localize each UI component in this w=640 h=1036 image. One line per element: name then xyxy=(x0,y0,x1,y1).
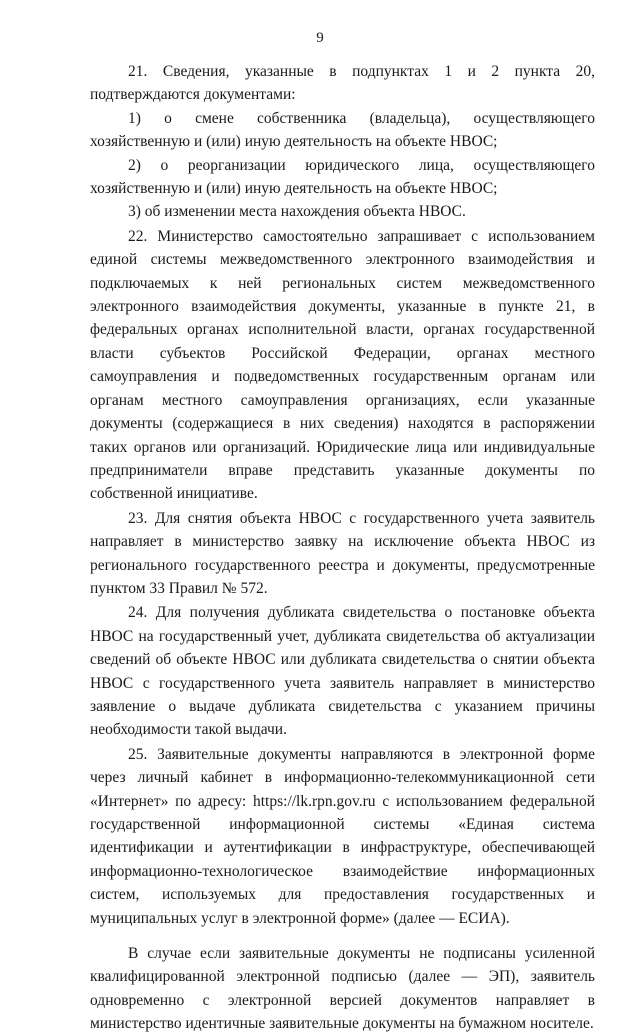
paragraph-21-item-1: 1) о смене собственника (владельца), осуществляющего хозяйственную и (или) иную деятельность на объекте НВОС; xyxy=(90,109,595,151)
paragraph-21-item-2: 2) о реорганизации юридического лица, осуществляющего хозяйственную и (или) иную деятельность на объекте НВОС; xyxy=(90,156,595,198)
paragraph-23: 23. Для снятия объекта НВОС с государственного учета заявитель направляет в министерство заявку на исключение объекта НВОС из регионального государственного реестра и документы, предусмотренные пунктом 33 Правил № 572. xyxy=(90,509,595,597)
paragraph-25: 25. Заявительные документы направляются в электронной форме через личный кабинет в информационно-телекоммуникационной сети «Интернет» по адресу: https://lk.rpn.gov.ru с использованием федеральной государственной информационной системы «Единая система идентификации и аутентификации в инфраструктуре, обеспечивающей информационно-технологическое взаимодействие информационных систем, используемых для предоставления государственных и муниципальных услуг в электронной форме» (далее — ЕСИА). xyxy=(90,745,595,927)
paragraph-22: 22. Министерство самостоятельно запрашивает с использованием единой системы межведомственного электронного взаимодействия и подключаемых к ней региональных систем межведомственного электронного взаимодействия документы, указанные в пункте 21, в федеральных органах исполнительной власти, органах государственной власти субъектов Российской Федерации, органах местного самоуправления и подведомственных государственным органам или органам местного самоуправления организациях, если указанные документы (содержащиеся в них сведения) находятся в распоряжении таких органов или организаций. Юридические лица или индивидуальные предприниматели вправе представить указанные документы по собственной инициативе. xyxy=(90,227,595,503)
document-body xyxy=(90,60,595,1036)
paragraph-21-item-3: 3) об изменении места нахождения объекта НВОС. xyxy=(128,203,466,221)
paragraph-24: 24. Для получения дубликата свидетельства о постановке объекта НВОС на государственный учет, дубликата свидетельства об актуализации сведений об объекте НВОС или дубликата свидетельства о снятии объекта НВОС с государственного учета заявитель направляет в министерство заявление о выдаче дубликата свидетельства с указанием причины необходимости такой выдачи. xyxy=(90,604,595,739)
page-number: 9 xyxy=(316,30,324,46)
paragraph-25-continued: В случае если заявительные документы не подписаны усиленной квалифицированной электронной подписью (далее — ЭП), заявитель одновременно с электронной версией документов направляет в министерство идентичные заявительные документы на бумажном носителе. xyxy=(90,945,595,1033)
paragraph-21: 21. Сведения, указанные в подпунктах 1 и 2 пункта 20, подтверждаются документами: xyxy=(90,63,595,104)
